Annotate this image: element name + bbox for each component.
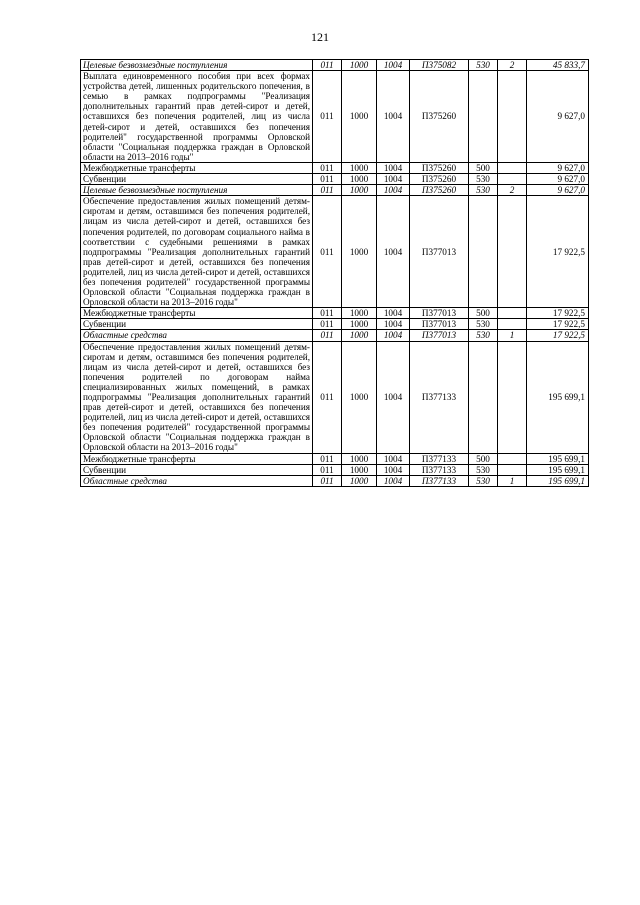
page-number: 121 xyxy=(311,30,329,44)
expense-type-cell: 530 xyxy=(469,330,498,341)
target-article-cell: П377133 xyxy=(410,453,469,464)
expense-type-cell: 500 xyxy=(469,162,498,173)
subsection-code-cell: 1004 xyxy=(377,60,410,71)
expense-type-cell: 530 xyxy=(469,174,498,185)
funding-source-cell: 1 xyxy=(498,330,527,341)
ministry-code-cell: 011 xyxy=(313,174,342,185)
funding-source-cell: 2 xyxy=(498,185,527,196)
ministry-code-cell: 011 xyxy=(313,60,342,71)
expense-type-cell: 530 xyxy=(469,319,498,330)
amount-cell: 9 627,0 xyxy=(527,162,589,173)
ministry-code-cell: 011 xyxy=(313,464,342,475)
table-row xyxy=(81,174,589,185)
section-code-cell: 1000 xyxy=(342,308,377,319)
funding-source-cell: 2 xyxy=(498,60,527,71)
target-article-cell: П375260 xyxy=(410,162,469,173)
target-article-cell: П377013 xyxy=(410,319,469,330)
expense-type-cell: 530 xyxy=(469,475,498,486)
row-name-cell: Межбюджетные трансферты xyxy=(81,453,313,464)
amount-cell: 195 699,1 xyxy=(527,453,589,464)
target-article-cell: П377133 xyxy=(410,475,469,486)
ministry-code-cell: 011 xyxy=(313,319,342,330)
target-article-cell: П377133 xyxy=(410,341,469,453)
ministry-code-cell: 011 xyxy=(313,162,342,173)
target-article-cell: П375260 xyxy=(410,71,469,163)
subsection-code-cell: 1004 xyxy=(377,71,410,163)
table-row xyxy=(81,319,589,330)
amount-cell: 195 699,1 xyxy=(527,464,589,475)
budget-table xyxy=(80,59,589,487)
section-code-cell: 1000 xyxy=(342,453,377,464)
subsection-code-cell: 1004 xyxy=(377,453,410,464)
table-row xyxy=(81,464,589,475)
section-code-cell: 1000 xyxy=(342,475,377,486)
subsection-code-cell: 1004 xyxy=(377,475,410,486)
subsection-code-cell: 1004 xyxy=(377,464,410,475)
amount-cell: 195 699,1 xyxy=(527,475,589,486)
amount-cell: 195 699,1 xyxy=(527,341,589,453)
row-name-cell: Областные средства xyxy=(81,475,313,486)
section-code-cell: 1000 xyxy=(342,330,377,341)
amount-cell: 17 922,5 xyxy=(527,319,589,330)
section-code-cell: 1000 xyxy=(342,174,377,185)
table-row xyxy=(81,196,589,308)
subsection-code-cell: 1004 xyxy=(377,308,410,319)
target-article-cell: П377013 xyxy=(410,308,469,319)
row-name-cell: Субвенции xyxy=(81,464,313,475)
ministry-code-cell: 011 xyxy=(313,71,342,163)
target-article-cell: П377133 xyxy=(410,464,469,475)
amount-cell: 9 627,0 xyxy=(527,174,589,185)
row-name-cell: Межбюджетные трансферты xyxy=(81,308,313,319)
target-article-cell: П377013 xyxy=(410,330,469,341)
section-code-cell: 1000 xyxy=(342,60,377,71)
table-row xyxy=(81,60,589,71)
table-row xyxy=(81,453,589,464)
subsection-code-cell: 1004 xyxy=(377,330,410,341)
amount-cell: 9 627,0 xyxy=(527,71,589,163)
expense-type-cell xyxy=(469,341,498,453)
row-name-cell: Обеспечение предоставления жилых помещений детям-сиротам и детям, оставшимся без попечения родителей, лицам из числа детей-сирот и детей, оставшихся без попечения родителей по договорам найма специализированных жилых помещений, в рамках подпрограммы "Реализация дополнительных гарантий прав детей-сирот и детей, оставшихся без попечения родителей, лиц из числа детей-сирот и детей, оставшихся без попечения родителей" государственной программы Орловской области "Социальная поддержка граждан в Орловской области на 2013–2016 годы" xyxy=(81,341,313,453)
target-article-cell: П375082 xyxy=(410,60,469,71)
section-code-cell: 1000 xyxy=(342,71,377,163)
funding-source-cell xyxy=(498,341,527,453)
ministry-code-cell: 011 xyxy=(313,330,342,341)
expense-type-cell: 530 xyxy=(469,60,498,71)
funding-source-cell xyxy=(498,453,527,464)
ministry-code-cell: 011 xyxy=(313,453,342,464)
row-name-cell: Межбюджетные трансферты xyxy=(81,162,313,173)
row-name-cell: Выплата единовременного пособия при всех формах устройства детей, лишенных родительского попечения, в семью в рамках подпрограммы "Реализация дополнительных гарантий прав детей-сирот и детей, оставшихся без попечения родителей, лиц из числа детей-сирот и детей, оставшихся без попечения родителей" государственной программы Орловской области "Социальная поддержка граждан в Орловской области на 2013–2016 годы" xyxy=(81,71,313,163)
funding-source-cell xyxy=(498,308,527,319)
ministry-code-cell: 011 xyxy=(313,341,342,453)
row-name-cell: Целевые безвозмездные поступления xyxy=(81,185,313,196)
ministry-code-cell: 011 xyxy=(313,185,342,196)
section-code-cell: 1000 xyxy=(342,341,377,453)
expense-type-cell: 530 xyxy=(469,464,498,475)
funding-source-cell xyxy=(498,319,527,330)
funding-source-cell xyxy=(498,162,527,173)
subsection-code-cell: 1004 xyxy=(377,319,410,330)
subsection-code-cell: 1004 xyxy=(377,185,410,196)
amount-cell: 17 922,5 xyxy=(527,196,589,308)
table-row xyxy=(81,308,589,319)
subsection-code-cell: 1004 xyxy=(377,196,410,308)
table-row xyxy=(81,475,589,486)
table-row xyxy=(81,71,589,163)
table-body xyxy=(81,60,589,487)
expense-type-cell xyxy=(469,196,498,308)
subsection-code-cell: 1004 xyxy=(377,341,410,453)
amount-cell: 9 627,0 xyxy=(527,185,589,196)
section-code-cell: 1000 xyxy=(342,185,377,196)
section-code-cell: 1000 xyxy=(342,196,377,308)
funding-source-cell xyxy=(498,174,527,185)
expense-type-cell: 500 xyxy=(469,453,498,464)
table-row xyxy=(81,341,589,453)
expense-type-cell: 530 xyxy=(469,185,498,196)
expense-type-cell: 500 xyxy=(469,308,498,319)
expense-type-cell xyxy=(469,71,498,163)
section-code-cell: 1000 xyxy=(342,162,377,173)
amount-cell: 45 833,7 xyxy=(527,60,589,71)
row-name-cell: Обеспечение предоставления жилых помещений детям-сиротам и детям, оставшимся без попечения родителей, лицам из числа детей-сирот и детей, оставшихся без попечения родителей, по договорам социального найма в соответствии с судебными решениями в рамках подпрограммы "Реализация дополнительных гарантий прав детей-сирот и детей, оставшихся без попечения родителей, лиц из числа детей-сирот и детей, оставшихся без попечения родителей" государственной программы Орловской области "Социальная поддержка граждан в Орловской области на 2013–2016 годы" xyxy=(81,196,313,308)
section-code-cell: 1000 xyxy=(342,464,377,475)
ministry-code-cell: 011 xyxy=(313,196,342,308)
table-row xyxy=(81,330,589,341)
funding-source-cell xyxy=(498,71,527,163)
row-name-cell: Целевые безвозмездные поступления xyxy=(81,60,313,71)
row-name-cell: Областные средства xyxy=(81,330,313,341)
table-row xyxy=(81,162,589,173)
amount-cell: 17 922,5 xyxy=(527,330,589,341)
target-article-cell: П375260 xyxy=(410,174,469,185)
ministry-code-cell: 011 xyxy=(313,308,342,319)
ministry-code-cell: 011 xyxy=(313,475,342,486)
funding-source-cell: 1 xyxy=(498,475,527,486)
subsection-code-cell: 1004 xyxy=(377,162,410,173)
target-article-cell: П375260 xyxy=(410,185,469,196)
section-code-cell: 1000 xyxy=(342,319,377,330)
target-article-cell: П377013 xyxy=(410,196,469,308)
funding-source-cell xyxy=(498,196,527,308)
row-name-cell: Субвенции xyxy=(81,174,313,185)
subsection-code-cell: 1004 xyxy=(377,174,410,185)
funding-source-cell xyxy=(498,464,527,475)
table-row xyxy=(81,185,589,196)
amount-cell: 17 922,5 xyxy=(527,308,589,319)
row-name-cell: Субвенции xyxy=(81,319,313,330)
